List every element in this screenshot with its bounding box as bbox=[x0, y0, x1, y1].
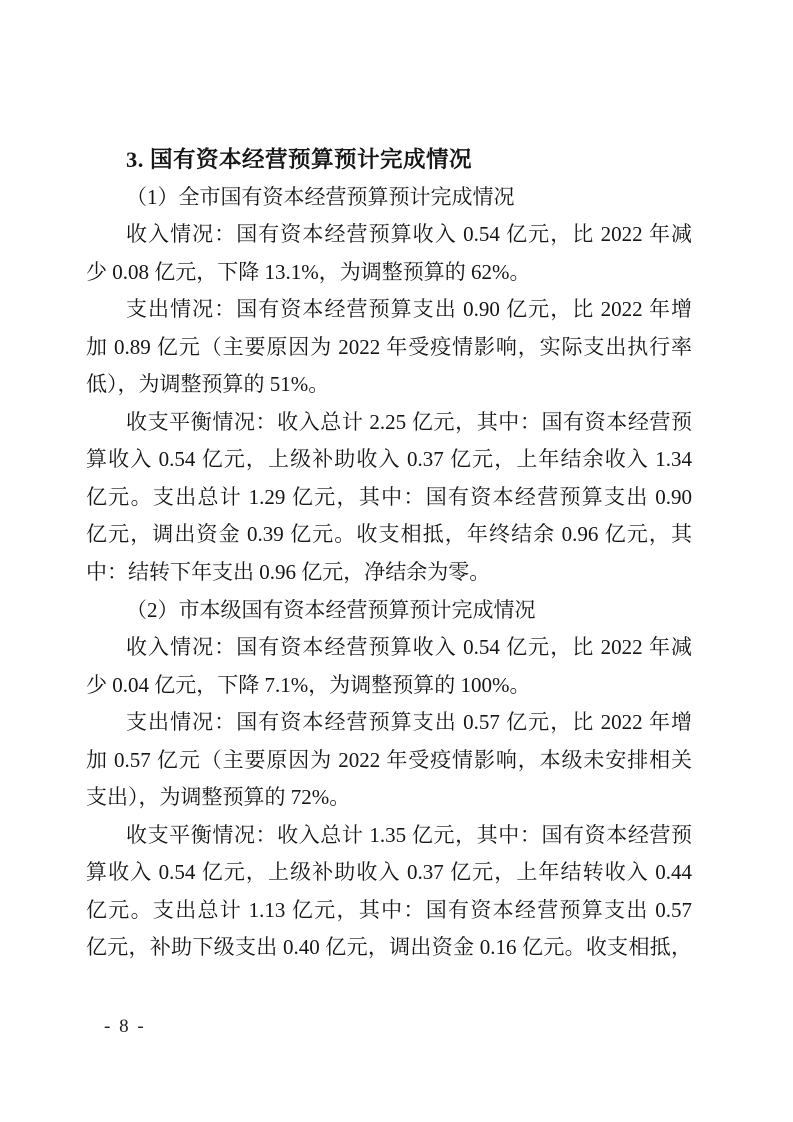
s2-balance-line: 亿元，补助下级支出 0.40 亿元，调出资金 0.16 亿元。收支相抵， bbox=[86, 935, 692, 960]
s2-income-line: 收入情况：国有资本经营预算收入 0.54 亿元，比 2022 年减 bbox=[126, 635, 692, 660]
s1-income-line: 少 0.08 亿元，下降 13.1%，为调整预算的 62%。 bbox=[86, 259, 531, 284]
s2-expense-line: 支出），为调整预算的 72%。 bbox=[86, 785, 351, 810]
document-body bbox=[86, 141, 692, 967]
s1-balance-line: 中：结转下年支出 0.96 亿元，净结余为零。 bbox=[86, 560, 491, 585]
s1-expense-line: 加 0.89 亿元（主要原因为 2022 年受疫情影响，实际支出执行率 bbox=[86, 334, 692, 359]
s2-expense-line: 加 0.57 亿元（主要原因为 2022 年受疫情影响，本级未安排相关 bbox=[86, 747, 692, 772]
s1-balance-line: 算收入 0.54 亿元，上级补助收入 0.37 亿元，上年结余收入 1.34 bbox=[86, 447, 692, 472]
s2-balance-line: 亿元。支出总计 1.13 亿元，其中：国有资本经营预算支出 0.57 bbox=[86, 897, 692, 922]
s2-balance-line: 算收入 0.54 亿元，上级补助收入 0.37 亿元，上年结转收入 0.44 bbox=[86, 860, 692, 885]
page-number: - 8 - bbox=[104, 1016, 146, 1037]
subsection-1-title: （1）全市国有资本经营预算预计完成情况 bbox=[126, 184, 515, 209]
s1-income-line: 收入情况：国有资本经营预算收入 0.54 亿元，比 2022 年减 bbox=[126, 222, 692, 247]
s2-balance-line: 收支平衡情况：收入总计 1.35 亿元，其中：国有资本经营预 bbox=[126, 822, 692, 847]
page-footer bbox=[104, 1014, 146, 1040]
s1-balance-line: 亿元。支出总计 1.29 亿元，其中：国有资本经营预算支出 0.90 bbox=[86, 484, 692, 509]
s2-income-line: 少 0.04 亿元，下降 7.1%，为调整预算的 100%。 bbox=[86, 672, 531, 697]
s1-balance-line: 亿元，调出资金 0.39 亿元。收支相抵，年终结余 0.96 亿元，其 bbox=[86, 522, 692, 547]
s1-balance-line: 收支平衡情况：收入总计 2.25 亿元，其中：国有资本经营预 bbox=[126, 409, 692, 434]
section-heading: 3. 国有资本经营预算预计完成情况 bbox=[126, 147, 473, 172]
subsection-2-title: （2）市本级国有资本经营预算预计完成情况 bbox=[126, 597, 536, 622]
s1-expense-line: 支出情况：国有资本经营预算支出 0.90 亿元，比 2022 年增 bbox=[126, 297, 692, 322]
s1-expense-line: 低），为调整预算的 51%。 bbox=[86, 372, 330, 397]
s2-expense-line: 支出情况：国有资本经营预算支出 0.57 亿元，比 2022 年增 bbox=[126, 710, 692, 735]
